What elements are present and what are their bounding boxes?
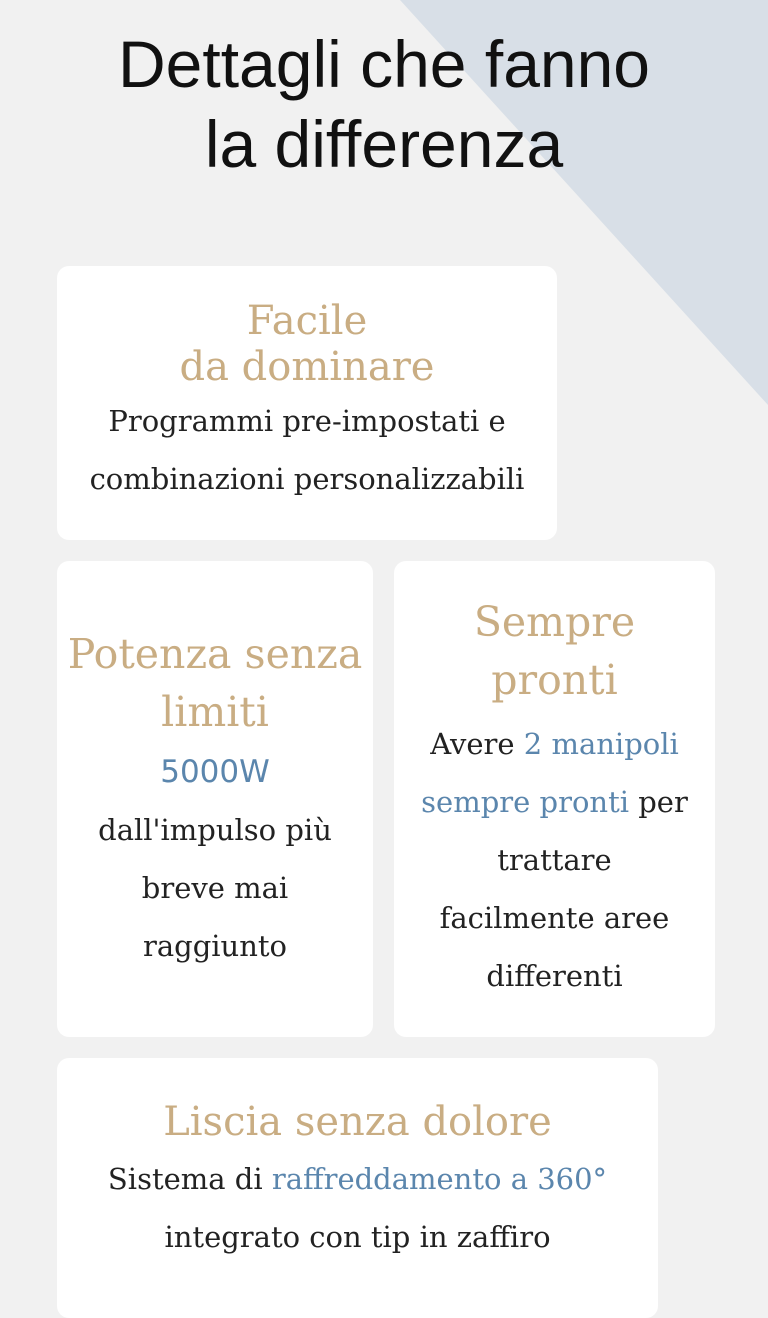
feature-card-description-line: differenti: [486, 959, 623, 993]
feature-card-title-line: limiti: [161, 688, 269, 736]
handpieces-highlight: sempre pronti: [421, 785, 630, 819]
feature-card-description-line: breve mai: [141, 871, 289, 905]
feature-card-description: [394, 715, 715, 1005]
feature-card-description: [57, 743, 373, 975]
handpieces-highlight: 2 manipoli: [523, 727, 679, 761]
feature-card-description-line: integrato con tip in zaffiro: [164, 1220, 551, 1254]
feature-card-description: [57, 1150, 658, 1266]
feature-card-description-line: [404, 715, 705, 773]
feature-card-title-line: pronti: [491, 656, 618, 704]
feature-card-title: [57, 298, 557, 390]
feature-card-description-line: facilmente aree: [439, 901, 670, 935]
feature-card-title: [57, 1096, 658, 1148]
feature-card-title: [394, 593, 715, 709]
feature-card-description-line: [57, 1150, 658, 1208]
feature-card-description-line: Programmi pre-impostati e: [108, 404, 506, 438]
power-value-highlight: 5000W: [160, 754, 270, 790]
page-title: [0, 24, 768, 184]
feature-card-description-line: combinazioni personalizzabili: [89, 462, 525, 496]
feature-card-easy-to-master: [57, 266, 557, 540]
feature-card-title-line: Liscia senza dolore: [163, 1099, 552, 1145]
cooling-highlight: raffreddamento a 360°: [271, 1162, 608, 1196]
page-title-line-1: Dettagli che fanno: [117, 27, 651, 101]
description-text: Sistema di: [107, 1162, 272, 1196]
feature-card-title-line: Potenza senza: [67, 630, 363, 678]
feature-card-description: [57, 392, 557, 508]
feature-card-unlimited-power: [57, 561, 373, 1037]
page-title-line-2: la differenza: [204, 107, 564, 181]
description-text: per: [629, 785, 688, 819]
feature-card-description-line: raggiunto: [142, 929, 288, 963]
feature-card-description-line: [404, 773, 705, 831]
feature-card-always-ready: [394, 561, 715, 1037]
feature-card-title-line: da dominare: [179, 344, 435, 390]
feature-card-description-line: trattare: [497, 843, 612, 877]
description-text: Avere: [430, 727, 524, 761]
feature-card-painless-smooth: [57, 1058, 658, 1318]
feature-card-description-line: dall'impulso più: [98, 813, 332, 847]
feature-card-title-line: Sempre: [473, 598, 636, 646]
feature-card-title-line: Facile: [246, 298, 368, 344]
feature-card-title: [57, 625, 373, 741]
